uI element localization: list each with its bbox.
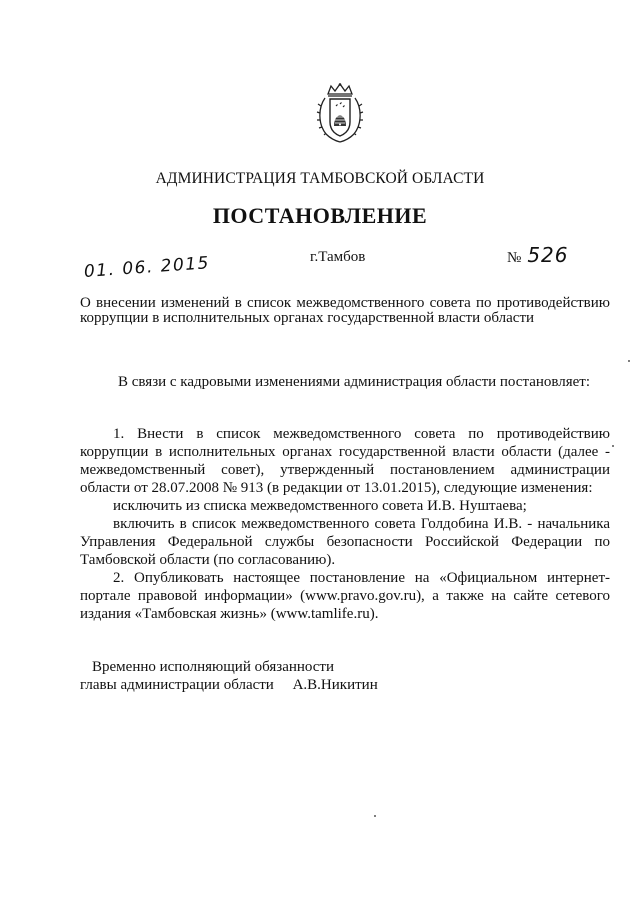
signature-name: А.В.Никитин bbox=[292, 677, 378, 693]
document-date: 01. 06. 2015 bbox=[83, 253, 211, 282]
number-value: 526 bbox=[527, 243, 569, 267]
scan-speck bbox=[612, 445, 614, 447]
item-1: 1. Внести в список межведомственного совета по противодействию коррупции в исполнительных органах государственной власти области (далее - межведомственный совет), утвержденный постановлением администрации области от 28.07.2008 № 913 (в редакции от 13.01.2015), следующие изменения: bbox=[80, 426, 610, 496]
organization-title: АДМИНИСТРАЦИЯ ТАМБОВСКОЙ ОБЛАСТИ bbox=[155, 170, 485, 187]
item-1-exclude: исключить из списка межведомственного совета И.В. Нуштаева; bbox=[113, 498, 527, 514]
document-number bbox=[507, 243, 569, 267]
item-1-include: включить в список межведомственного совета Голдобина И.В. - начальника Управления Федеральной службы безопасности Российской Федерации по Тамбовской области (по согласованию). bbox=[80, 516, 610, 568]
scan-speck bbox=[628, 360, 630, 362]
scan-speck bbox=[374, 815, 376, 817]
coat-of-arms-icon bbox=[315, 82, 365, 144]
number-sign: № bbox=[507, 250, 522, 266]
signature-position: главы администрации области bbox=[80, 677, 274, 693]
intro-paragraph: В связи с кадровыми изменениями администрация области постановляет: bbox=[118, 374, 591, 390]
city-label: г.Тамбов bbox=[310, 249, 366, 265]
document-type-title: ПОСТАНОВЛЕНИЕ bbox=[212, 203, 428, 228]
resolution-body bbox=[80, 425, 610, 623]
signature-title: Временно исполняющий обязанности bbox=[92, 659, 335, 675]
item-2: 2. Опубликовать настоящее постановление на «Официальном интернет-портале правовой информации» (www.pravo.gov.ru), а также на сайте сетевого издания «Тамбовская жизнь» (www.tamlife.ru). bbox=[80, 570, 610, 622]
signature-line bbox=[80, 677, 378, 694]
document-subject: О внесении изменений в список межведомственного совета по противодействию коррупции в исполнительных органах государственной власти области bbox=[80, 295, 610, 326]
